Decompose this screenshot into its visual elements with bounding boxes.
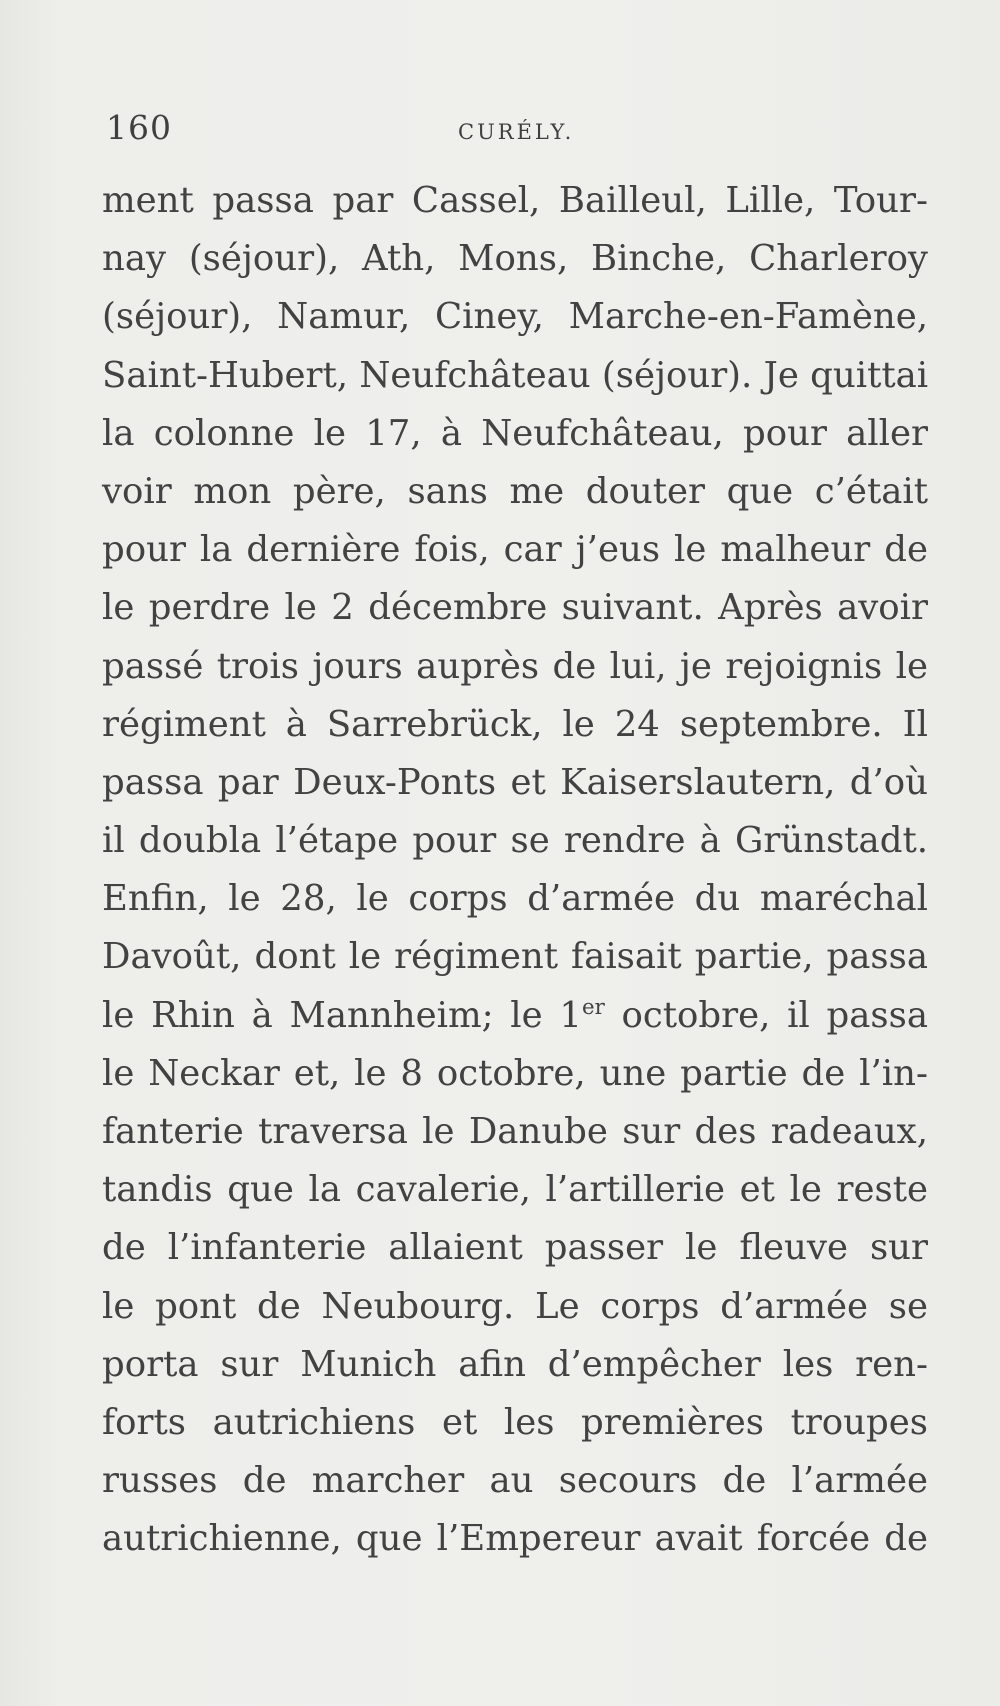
text-line: Enfin, le 28, le corps d’armée du maréchal — [102, 878, 928, 920]
page-header — [106, 108, 921, 158]
text-line-with-superscript — [102, 987, 928, 1045]
text-line: ment passa par Cassel, Bailleul, Lille, Tour- — [102, 180, 928, 221]
text-line: nay (séjour), Ath, Mons, Binche, Charleroy — [102, 238, 928, 280]
text-line: il doubla l’étape pour se rendre à Grünstadt. — [102, 820, 928, 862]
text-line: le Neckar et, le 8 octobre, une partie de l’in- — [102, 1052, 928, 1094]
text-line: russes de marcher au secours de l’armée — [102, 1460, 928, 1502]
text-line: (séjour), Namur, Ciney, Marche-en-Famène, — [102, 296, 928, 338]
text-line: le perdre le 2 décembre suivant. Après avoir — [102, 587, 928, 629]
text-line: le pont de Neubourg. Le corps d’armée se — [102, 1285, 928, 1327]
text-line: de l’infanterie allaient passer le fleuve sur — [102, 1227, 928, 1269]
text-line: porta sur Munich afin d’empêcher les ren- — [102, 1343, 928, 1385]
superscript-er: er — [581, 994, 605, 1020]
text-line: la colonne le 17, à Neufchâteau, pour aller — [102, 412, 928, 454]
text-line: passa par Deux-Ponts et Kaiserslautern, d’où — [102, 761, 928, 803]
text-line: passé trois jours auprès de lui, je rejoignis le — [102, 645, 928, 687]
line-part-after: octobre, il passa — [604, 994, 928, 1036]
text-line: Saint-Hubert, Neufchâteau (séjour). Je quittai — [102, 354, 929, 396]
page-number: 160 — [106, 108, 172, 147]
body-text — [102, 172, 928, 1569]
text-line: forts autrichiens et les premières troupes — [102, 1401, 928, 1443]
line-part-before: le Rhin à Mannheim; le 1 — [102, 994, 582, 1036]
text-line: régiment à Sarrebrück, le 24 septembre. Il — [102, 703, 928, 745]
text-line: voir mon père, sans me douter que c’était — [102, 470, 928, 512]
text-line: autrichienne, que l’Empereur avait forcée de — [102, 1518, 928, 1560]
running-title: CURÉLY. — [458, 120, 575, 144]
text-line: fanterie traversa le Danube sur des radeaux, — [102, 1111, 928, 1152]
text-line: pour la dernière fois, car j’eus le malheur de — [102, 529, 928, 571]
text-line: tandis que la cavalerie, l’artillerie et le reste — [102, 1169, 928, 1211]
text-line: Davoût, dont le régiment faisait partie, passa — [102, 936, 928, 978]
